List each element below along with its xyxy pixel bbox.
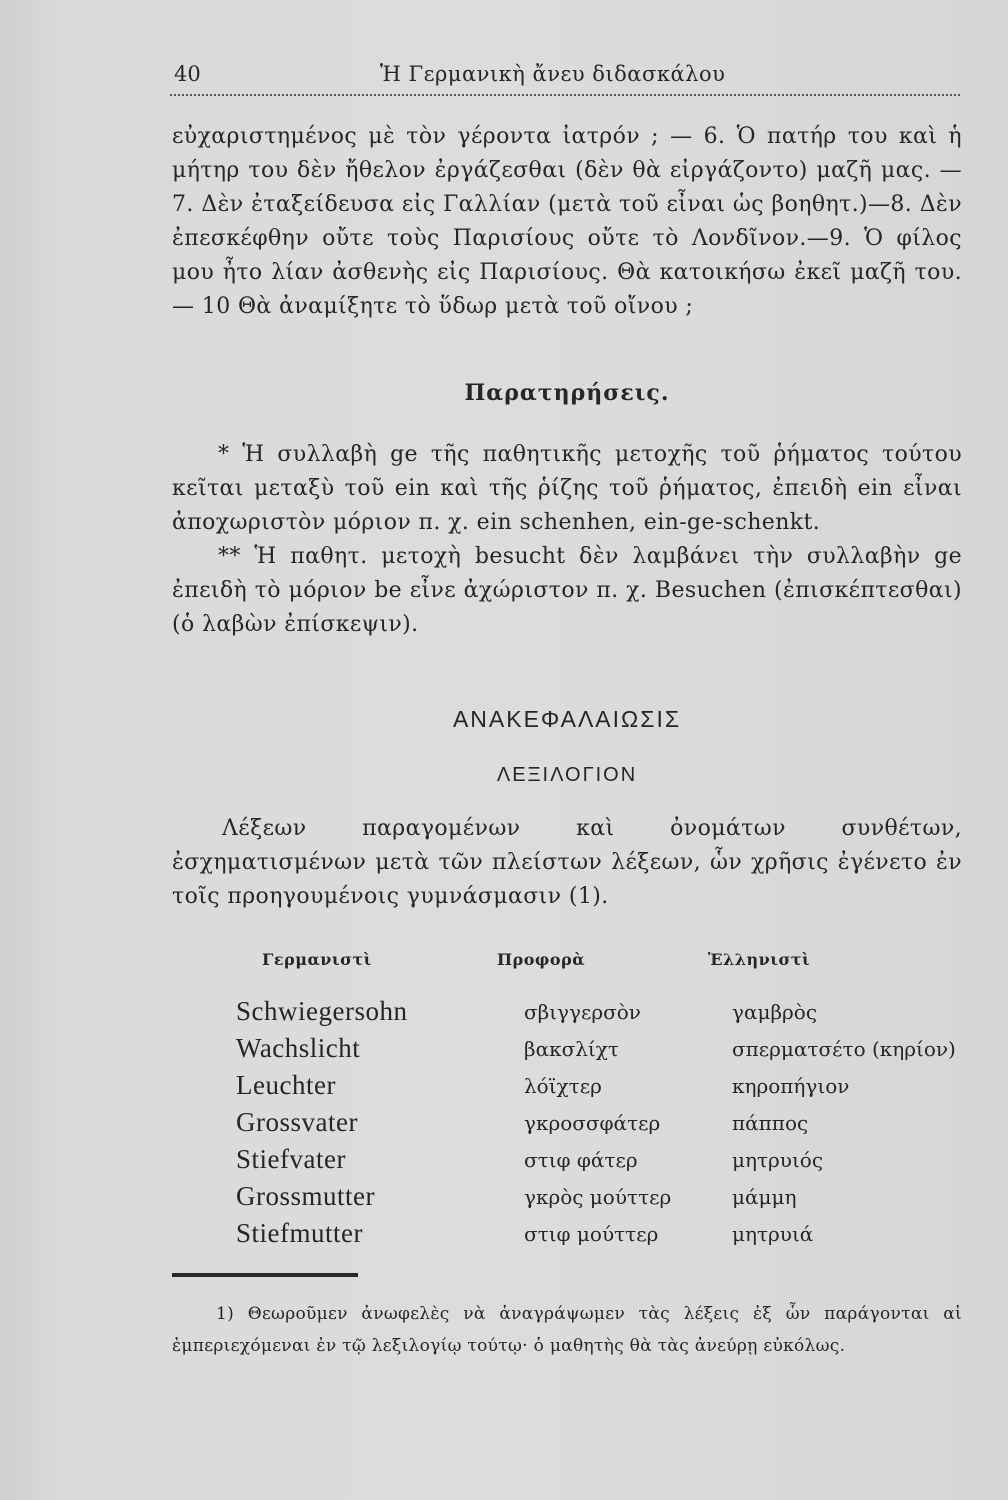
column-header-pronunciation: Προφορὰ [497, 950, 586, 969]
german-word: Grossmutter [236, 1181, 375, 1211]
pronunciation: βακσλίχτ [524, 1037, 619, 1061]
german-word: Leuchter [236, 1070, 336, 1100]
german-word: Grossvater [236, 1107, 358, 1137]
greek-word: κηροπήγιον [732, 1074, 850, 1098]
german-word: Wachslicht [236, 1033, 361, 1063]
page-number: 40 [174, 62, 201, 86]
observation-note-2: ** Ἡ παθητ. μετοχὴ besucht δὲν λαμβάνει τὴν συλλαβὴν ge ἐπειδὴ τὸ μόριον be εἶνε ἀχώριστον π. χ. Besuchen (ἐπισκέπτεσθαι) (ὁ λαβὼν ἐπίσκεψιν). [172, 544, 962, 637]
vocab-row [0, 1144, 1008, 1181]
greek-word: μητρυιά [732, 1222, 814, 1246]
vocab-row [0, 1033, 1008, 1070]
observations-heading: Παρατηρήσεις. [464, 380, 670, 406]
greek-word: γαμβρὸς [732, 1000, 818, 1024]
german-word: Stiefmutter [236, 1218, 363, 1248]
vocab-row [0, 1218, 1008, 1255]
page-header [170, 58, 960, 94]
recap-heading: ΑΝΑΚΕΦΑΛΑΙΩΣΙΣ [452, 706, 682, 732]
vocab-row [0, 1107, 1008, 1144]
pronunciation: στιφ μούττερ [524, 1222, 659, 1246]
greek-word: σπερματσέτο (κηρίον) [732, 1037, 956, 1061]
vocab-row [0, 1181, 1008, 1218]
observation-note-1: * Ἡ συλλαβὴ ge τῆς παθητικῆς μετοχῆς τοῦ ῥήματος τούτου κεῖται μεταξὺ τοῦ ein καὶ τῆς ῥίζης τοῦ ῥήματος, ἐπειδὴ ein εἶναι ἀποχωριστὸν μόριον π. χ. ein schenhen, ein-ge-schenkt. [172, 442, 962, 535]
pronunciation: σβιγγερσὸν [524, 1000, 641, 1024]
german-word: Stiefvater [236, 1144, 346, 1174]
observations-notes [172, 438, 962, 642]
lexicon-intro: Λέξεων παραγομένων καὶ ὀνομάτων συνθέτων, ἐσχηματισμένων μετὰ τῶν πλείστων λέξεων, ὧν χρῆσις ἐγένετο ἐν τοῖς προηγουμένοις γυμνάσμασιν (1). [172, 816, 962, 909]
vocab-row [0, 996, 1008, 1033]
footnote-rule [172, 1273, 358, 1277]
pronunciation: γκροσσφάτερ [524, 1111, 661, 1135]
vocab-row [0, 1070, 1008, 1107]
pronunciation: στιφ φάτερ [524, 1148, 638, 1172]
footnote: 1) Θεωροῦμεν ἀνωφελὲς νὰ ἀναγράψωμεν τὰς λέξεις ἐξ ὧν παράγονται αἱ ἐμπεριεχόμεναι ἐν τῷ λεξιλογίῳ τούτῳ· ὁ μαθητὴς θὰ τὰς ἀνεύρῃ εὐκόλως. [172, 1304, 962, 1356]
vocabulary-table [0, 996, 1008, 1255]
german-word: Schwiegersohn [236, 996, 408, 1026]
greek-word: μάμμη [732, 1185, 797, 1209]
column-header-german: Γερμανιστὶ [262, 950, 372, 969]
running-title: Ἡ Γερμανικὴ ἄνευ διδασκάλου [380, 62, 726, 86]
header-rule [170, 94, 960, 96]
pronunciation: γκρὸς μούττερ [524, 1185, 672, 1209]
column-header-greek: Ἑλληνιστὶ [708, 950, 811, 969]
greek-word: μητρυιός [732, 1148, 824, 1172]
greek-word: πάππος [732, 1111, 809, 1135]
pronunciation: λόϊχτερ [524, 1074, 602, 1098]
exercise-paragraph: εὐχαριστημένος μὲ τὸν γέροντα ἰατρόν ; — 6. Ὁ πατήρ του καὶ ἡ μήτηρ του δὲν ἤθελον ἐργάζεσθαι (δὲν θὰ εἰργάζοντο) μαζῆ μας. — 7. Δὲν ἐταξείδευσα εἰς Γαλλίαν (μετὰ τοῦ εἶναι ὡς βοηθητ.)—8. Δὲν ἐπεσκέφθην οὔτε τοὺς Παρισίους οὔτε τὸ Λονδῖνον.—9. Ὁ φίλος μου ἦτο λίαν ἀσθενὴς εἰς Παρισίους. Θὰ κατοικήσω ἐκεῖ μαζῆ του.— 10 Θὰ ἀναμίξητε τὸ ὕδωρ μετὰ τοῦ οἴνου ; [172, 124, 962, 319]
lexicon-heading: ΛΕΞΙΛΟΓΙΟΝ [496, 764, 638, 786]
